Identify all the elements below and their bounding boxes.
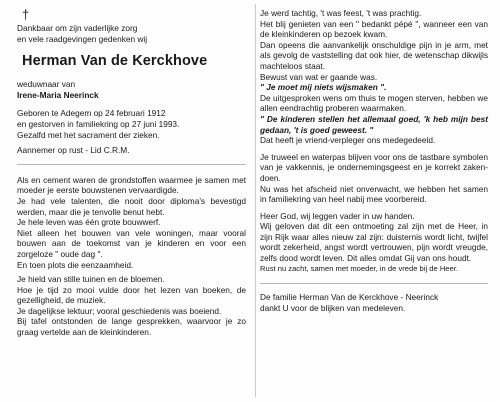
card-fold-line	[255, 4, 256, 397]
thanks-line-1: De familie Herman Van de Kerckhove - Neerinck	[260, 292, 439, 303]
left-paragraph: Bij tafel ontstonden de lange gesprekken, waarvoor je zo graag vertelde aan de kleinkinderen.	[17, 316, 246, 338]
right-paragraph: Heer God, wij leggen vader in uw handen.	[260, 210, 415, 221]
right-divider	[260, 283, 488, 284]
intro-line-2: en vele raadgevingen gedenken wij	[17, 33, 148, 44]
left-paragraph: En toen plots die eenzaamheid.	[17, 259, 134, 270]
left-panel	[17, 8, 246, 338]
spouse-name: Irene-Maria Neerinck	[17, 89, 99, 100]
right-panel	[260, 8, 488, 313]
cross-icon: †	[22, 7, 30, 22]
right-quote: " Je moet mij niets wijsmaken ".	[260, 82, 387, 93]
right-paragraph: Je truweel en waterpas blijven voor ons de tastbare symbolen van je vakkennis, je ondernemingsgeest en je korrekt zaken-doen.	[260, 151, 488, 183]
right-paragraph: Het blij genieten van een " bedankt pépé ", wanneer een van de kleinkinderen op bezoek kwam.	[260, 18, 488, 40]
right-closing-line: Rust nu zacht, samen met moeder, in de vrede bij de Heer.	[260, 263, 458, 273]
right-quote: " De kinderen stellen het allemaal goed, 'k heb mijn best gedaan, 't is goed geweest. "	[260, 113, 488, 135]
deceased-name: Herman Van de Kerckhove	[22, 53, 208, 70]
intro-line-1: Dankbaar om zijn vaderlijke zorg	[17, 23, 138, 33]
right-paragraph: De uitgesproken wens om thuis te mogen sterven, hebben we allen eendrachtig proberen waarmaken.	[260, 92, 488, 114]
right-paragraph: Nu was het afscheid niet onverwacht, we hebben het samen in familiekring van heel nabij mee voorbereid.	[260, 183, 488, 205]
occupation-line: Aannemer op rust - Lid C.R.M.	[17, 145, 130, 156]
left-paragraph: Je hield van stille tuinen en de bloemen.	[17, 274, 165, 285]
left-paragraph: Hoe je tijd zo mooi vulde door het lezen van boeken, de gezelligheid, de muziek.	[17, 284, 246, 306]
left-divider	[17, 164, 246, 165]
right-paragraph: Bewust van wat er gaande was.	[260, 71, 378, 82]
left-paragraph: Je hele leven was één grote bouwwerf.	[17, 217, 161, 228]
right-paragraph: Wij geloven dat dit een ontmoeting zal zijn met de Heer, in zijn Rijk waar alles nieuw zal zijn: duisternis wordt licht, twijfel wordt zekerheid, angst wordt vertrouwen, pijn wordt vreugde, zelfs dood wordt leven. Dit alles omdat Gij van ons houdt.	[260, 221, 488, 264]
right-paragraph: Dan opeens die aanvankelijk onschuldige pijn in je arm, met als gevolg de vaststelling dat ook hier, de wetenschap dikwijls machteloos staat.	[260, 39, 488, 71]
death-line: en gestorven in familiekring op 27 juni 1993.	[17, 118, 180, 129]
right-paragraph: Je werd tachtig, 't was feest, 't was prachtig.	[260, 8, 422, 18]
left-paragraph: Je dagelijkse lektuur; vooral geschiedenis was boeiend.	[17, 305, 222, 316]
birth-line: Geboren te Adegem op 24 februari 1912	[17, 108, 166, 119]
left-paragraph: Niet alleen het bouwen van vele woningen, maar vooral bouwen aan de toekomst van je kinderen en voor een zorgeloze " oude dag ".	[17, 227, 246, 259]
right-paragraph: Dat heeft je vriend-verpleger ons medegedeeld.	[260, 135, 436, 146]
left-paragraph: Als en cement waren de grondstoffen waarmee je samen met moeder je eerste bouwstenen vervaardigde.	[17, 174, 246, 196]
left-paragraph: Je had vele talenten, die nooit door diploma's bevestigd werden, maar die je tenvolle benut hebt.	[17, 195, 246, 217]
thanks-line-2: dankt U voor de blijken van medeleven.	[260, 302, 406, 313]
sacrament-line: Gezalfd met het sacrament der zieken.	[17, 129, 160, 140]
widower-label: weduwnaar van	[17, 79, 76, 90]
